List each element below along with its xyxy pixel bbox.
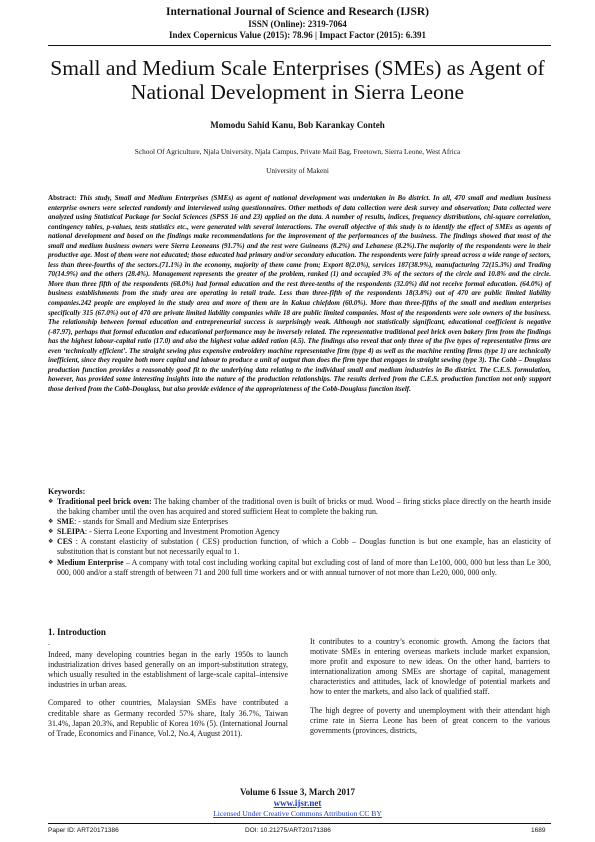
journal-header: [0, 6, 595, 41]
section-heading-introduction: 1. Introduction: [48, 627, 106, 637]
paper-title: Small and Medium Scale Enterprises (SMEs) as Agent of National Development in Sierra Leone: [50, 56, 545, 104]
intro-paragraph-1: Indeed, many developing countries began in the early 1950s to launch industrialization drives based generally on an import-substitution strategy, which usually resulted in the establishment of large-scale capital–intensive industries in urban areas.: [48, 650, 288, 690]
keyword-text: : A constant elasticity of substation ( CES) production function, of which a Cobb – Douglas function is but one example, has an elasticity of substitution that is constant but not necessarily equal to 1.: [57, 537, 551, 557]
keyword-term: SME: [57, 517, 75, 527]
journal-name: International Journal of Science and Research (IJSR): [165, 6, 429, 18]
body-column-right: [310, 637, 550, 744]
paper-id: Paper ID: ART20171386: [48, 827, 119, 834]
keyword-item: [48, 517, 551, 527]
keyword-item: [48, 537, 551, 557]
keyword-term: Traditional peel brick oven:: [57, 497, 152, 506]
journal-footer: [0, 787, 595, 819]
bullet-icon: ❖: [48, 529, 54, 536]
keywords-heading: Keywords:: [48, 487, 86, 496]
volume-issue: Volume 6 Issue 3, March 2017: [239, 787, 355, 797]
keyword-term: Medium Enterprise: [57, 557, 124, 567]
keyword-text: – A company with total cost including working capital but excluding cost of land of more than Le100, 000, 000 but less than Le 300, 000, 000 and/or a staff strength of between 71 and 200 full time workers and or with annual turnover of not more than Le20, 000, 000 only.: [57, 557, 551, 577]
license-link[interactable]: Licensed Under Creative Commons Attribution CC BY: [213, 809, 382, 818]
keyword-item: [48, 558, 551, 578]
bullet-icon: ❖: [48, 539, 54, 546]
abstract: [48, 194, 551, 394]
affiliation-line-1: School Of Agriculture, Njala University, Njala Campus, Private Mail Bag, Freetown, Sierra Leone, West Africa: [134, 147, 461, 156]
abstract-text: This study, Small and Medium Enterprises (SMEs) as agent of national development was undertaken in Bo district. In all, 470 small and medium business enterprise owners were selected randomly and interviewed using questionnaires. Other methods of data collection were desk survey and observation; Data collected were analyzed using Statistical Package for Social Sciences (SPSS 16 and 23) applied on the data. A number of results, indices, frequency distributions, chi-square correlation, contingency tables, p-values, tests statistics etc., were generated with several interactions. The overall objective of this study is to identify the effect of SMEs as agents of national development and based on the findings make recommendations for the improvement of the performances of the business. The findings showed that most of the small and medium business owners were Sierra Leoneans (91.7%) and the rest were Guineans (8.2%) and Lebanese (8.2%).The majority of the respondents were in their productive age. Most of them were not educated; those educated had primary and/or secondary education. The respondents were fairly spread across a wide range of sectors, less than three-fourths of the sectors.(71.1%) in the economy, majority of them came from; Export 8(2.0%), services 187(38.9%), manufacturing 72(15.3%) and Trading 70(14.9%) and the others (28.4%). Management represents the greater of the problem, ranked (1) and occupied 3% of the sectors of the circle and 10.8% and the circle. More than three fifth of the respondents (68.0%) had formal education and the rest three-tenths of the respondents (32.0%) did not receive formal education. (64.0%) of business establishments from the study area are operating in retail trade. Less than three-fifth of the respondents 18(3.8%) out of 470 are public limited liability companies.242 people are employed in the study area and more of them are in Kakua chiefdom (60.0%). More than three-fifths of the small and medium enterprises specifically 315 (67.0%) out of 470 are private limited liability companies while 18 are public limited companies. Most of the respondents were sole owners of the business. The relationship between formal education and entrepreneurial success is surprisingly weak. Although not statistically significant, educational coefficient is negative (-87.97), perhaps that formal education and educational performance may be inversely related. The representative traditional peel brick oven bakery firm from the findings has the highest labour-capital ratio (17.0) and also the highest value added ration (4.5). The findings also reveal that only three of the five types of representative firms are even ‘technically efficient’. The straight sewing plus expensive embroidery machine representative firm (type 4) as well as the machine renting firms (type 1) are technically inefficient, since they require both more capital and labour to produce a unit of output than does the firm type that engages in straight sewing (type 3). The Cobb – Douglass production function provides a reasonably good fit to the underlying data relating to the individual small and medium industries in Bo district. The C.E.S. formulation, however, has provided some interesting insights into the nature of the production relationships. The results derived from the C.E.S. production function not only support those derived from the Cobb-Douglass, but also provide evidence of the appropriateness of the Cobb-Douglass function itself.: [48, 194, 552, 393]
stray-dot: .: [48, 638, 50, 648]
body-column-left: [48, 627, 288, 747]
bullet-icon: ❖: [48, 559, 54, 566]
keyword-text: The baking chamber of the traditional oven is built of bricks or mud. Wood – firing sticks place directly on the hearth inside the baking chamber until the oven has acquired and stored sufficient Heat to complete the baking run.: [57, 497, 551, 517]
header-rule: [48, 45, 551, 46]
journal-website-link[interactable]: www.ijsr.net: [273, 798, 322, 808]
keyword-term: CES: [57, 537, 73, 547]
keywords-list: [48, 497, 551, 578]
footer-rule: [48, 823, 551, 824]
intro-paragraph-4: The high degree of poverty and unemployment with their attendant high crime rate in Sierra Leone has been of great concern to the various governments (provinces, districts,: [310, 705, 550, 735]
bullet-icon: ❖: [48, 499, 54, 505]
abstract-label: Abstract:: [48, 194, 77, 202]
page-number: 1689: [531, 827, 546, 834]
authors: Momodu Sahid Kanu, Bob Karankay Conteh: [210, 120, 385, 130]
bullet-icon: ❖: [48, 519, 54, 526]
affiliation-line-2: University of Makeni: [266, 166, 329, 175]
doi: DOI: 10.21275/ART20171386: [245, 827, 331, 834]
keyword-text: : - stands for Small and Medium size Enterprises: [74, 517, 228, 527]
intro-paragraph-3: It contributes to a country’s economic growth. Among the factors that motivate SMEs in entering overseas markets include market expansion, more profit and exposure to new ideas. On the other hand, barriers to internationalization among SMEs are shortage of capital, management characteristics and attitudes, lack of knowledge of potential markets and how to enter the markets, and also lack of qualified staff.: [310, 637, 550, 697]
issn: ISSN (Online): 2319-7064: [248, 19, 347, 29]
intro-paragraph-2: Compared to other countries, Malaysian SMEs have contributed a creditable share as Germany recorded 57% share, Italy 36.7%, Taiwan 31.4%, Japan 20.3%, and Republic of Korea 16% (5). (International Journal of Trade, Economics and Finance, Vol.2, No.4, August 2011).: [48, 698, 288, 738]
keyword-term: SLEIPA: [57, 527, 85, 537]
keyword-text: : - Sierra Leone Exporting and Investment Promotion Agency: [84, 527, 280, 537]
index-impact: Index Copernicus Value (2015): 78.96 | Impact Factor (2015): 6.391: [168, 30, 427, 40]
keyword-item: [48, 527, 551, 537]
keyword-item: [48, 497, 551, 517]
affiliation: [0, 142, 595, 180]
